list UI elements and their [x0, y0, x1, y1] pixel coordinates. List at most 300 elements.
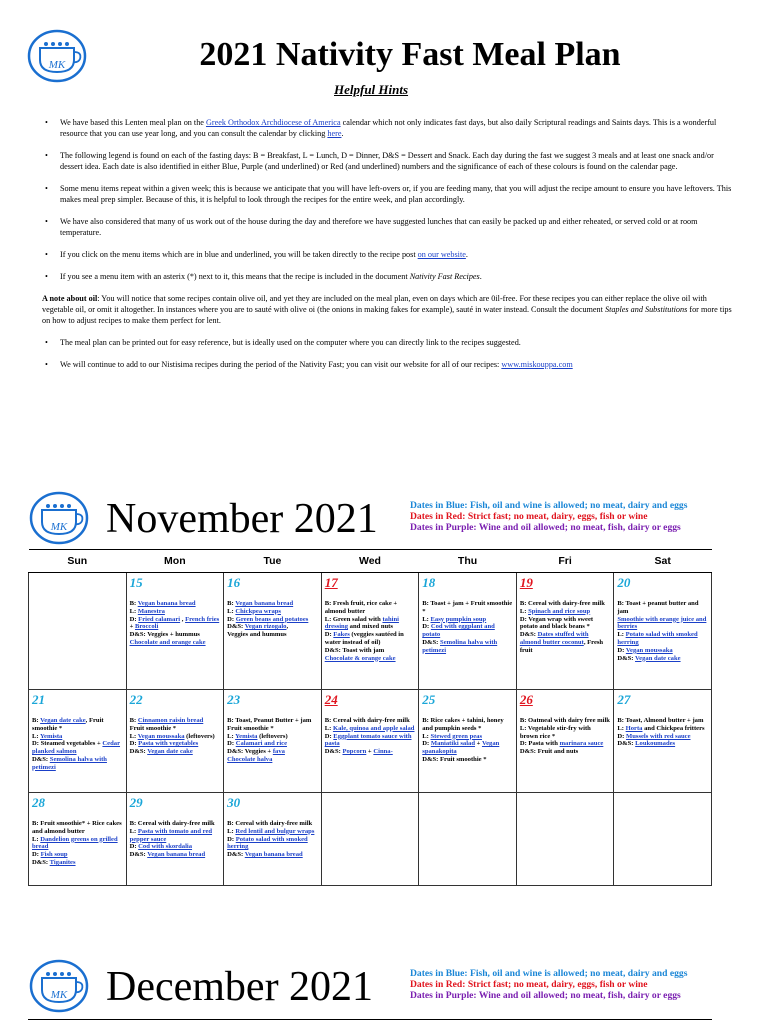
weekday-header-fri: Fri [516, 550, 614, 573]
recipe-link[interactable]: Cod with eggplant and potato [422, 623, 495, 639]
menu-line [32, 733, 123, 741]
legend-purple: Dates in Purple: Wine and oil allowed; no meat, fish, dairy or eggs [410, 990, 681, 1001]
hint-item [42, 293, 732, 326]
recipe-link[interactable]: Yemista [40, 732, 63, 740]
weekday-header-thu: Thu [419, 550, 517, 573]
menu-text: , [286, 623, 289, 631]
menu-line [520, 717, 611, 725]
menu-line [130, 600, 221, 608]
menu-text: B: Toast, Peanut Butter + jam [227, 717, 312, 724]
menu-line [130, 828, 221, 844]
menu-line [617, 647, 708, 655]
calendar-day-16 [224, 573, 322, 690]
menu-text: D&S: [227, 851, 245, 859]
menu-line [422, 623, 513, 639]
hint-link[interactable]: here [327, 129, 342, 138]
menu-text: D: [227, 615, 236, 623]
menu-line [520, 616, 611, 632]
hint-link[interactable]: Greek Orthodox Archdiocese of America [205, 118, 341, 127]
menu-text: B: Toast + jam + Fruit smoothie * [422, 600, 513, 615]
menu-text: B: [227, 600, 236, 607]
menu-text: D&S: [129, 851, 148, 859]
recipe-link[interactable]: Calamari and rice [235, 740, 288, 748]
recipe-link[interactable]: Vegan date cake [40, 717, 86, 724]
hint-text: : You will notice that some recipes contain olive oil, and yet they are included on the meal plan, even on days which are 0il-free. For these recipes you can either replace the olive oil with vegetable oil, or omit it altogether. In instances where you are to sauté with olive oi (the onions in making fakes for example), sauté in water instead. Consult the document [42, 294, 707, 314]
menu-text: L: [129, 607, 138, 615]
day-number: 15 [129, 575, 143, 590]
calendar-day-30 [224, 793, 322, 886]
menu-line [520, 725, 611, 741]
menu-text: L: [617, 724, 626, 732]
day-number: 23 [227, 692, 241, 707]
menu-line [32, 851, 123, 859]
calendar-day-empty [419, 793, 517, 886]
menu-text: + [366, 748, 374, 756]
recipe-link[interactable]: Cinnamon raisin bread [137, 717, 204, 724]
december-month-title: December 2021 [106, 964, 374, 1010]
menu-text: B: Toast + peanut butter and jam [617, 600, 699, 615]
brand-logo [26, 28, 88, 84]
recipe-link[interactable]: Fried calamari [138, 615, 181, 623]
recipe-link[interactable]: Mussels with red sauce [625, 732, 691, 740]
menu-text: D&S: [32, 755, 50, 763]
menu-line [325, 631, 416, 647]
calendar-day-28 [29, 793, 127, 886]
menu-line [130, 851, 221, 859]
menu-line [227, 608, 318, 616]
legend-purple: Dates in Purple: Wine and oil allowed; no meat, fish, dairy or eggs [410, 522, 681, 533]
menu-text: D&S: [32, 858, 50, 866]
menu-line [422, 600, 513, 616]
oil-note-lead: A note about oil [42, 294, 98, 303]
recipe-link[interactable]: Cod with skordalia [138, 843, 193, 851]
recipe-link[interactable]: Vegan spanakopita [422, 740, 500, 756]
legend-red: Dates in Red: Strict fast; no meat, dairy, eggs, fish or wine [410, 979, 648, 990]
recipe-link[interactable]: tahini dressing [324, 615, 399, 631]
menu-text: D: Pasta with [519, 740, 560, 748]
recipe-link[interactable]: Vegan moussaka [137, 732, 185, 740]
menu-text: D: [227, 835, 236, 843]
recipe-link[interactable]: Horta [625, 724, 643, 732]
menu-line [325, 616, 416, 632]
recipe-link[interactable]: fava [272, 748, 285, 756]
calendar-day-15 [126, 573, 224, 690]
recipe-link[interactable]: Green beans and potatoes [235, 615, 309, 623]
recipe-link[interactable]: Tiganites [49, 858, 76, 866]
calendar-day-18 [419, 573, 517, 690]
hint-item [42, 249, 732, 260]
menu-text: L: [227, 607, 236, 615]
recipe-link[interactable]: Smoothie with orange juice and berries [617, 615, 707, 631]
calendar-day-23 [224, 690, 322, 793]
menu-text: , [180, 615, 186, 623]
document-title: Staples and Substitutions [604, 305, 688, 314]
menu-line [617, 655, 708, 663]
menu-line [227, 717, 318, 725]
menu-text: L: [32, 732, 40, 740]
menu-line [617, 725, 708, 733]
hint-item [42, 337, 732, 348]
recipe-link[interactable]: Chocolate & orange cake [324, 654, 396, 662]
day-number: 28 [32, 795, 45, 810]
day-number: 24 [324, 692, 338, 707]
calendar-day-17 [321, 573, 419, 690]
hint-link[interactable]: on our website [417, 250, 466, 259]
svg-text:MK: MK [50, 521, 68, 533]
legend-blue: Dates in Blue: Fish, oil and wine is allowed; no meat, dairy and eggs [410, 968, 688, 979]
menu-line [130, 733, 221, 741]
svg-text:MK: MK [48, 59, 66, 71]
menu-text: B: [129, 600, 138, 607]
menu-line [325, 655, 416, 663]
legend-red: Dates in Red: Strict fast; no meat, dairy, eggs, fish or wine [410, 511, 648, 522]
hint-item [42, 271, 732, 282]
recipe-link[interactable]: Popcorn [342, 748, 367, 756]
menu-text: D: [32, 851, 41, 859]
menu-text: L: [227, 827, 236, 835]
menu-line [617, 631, 708, 647]
hint-text: We have also considered that many of us work out of the house during the day and therefore we have suggested lunches that can easily be packed up and either reheated, or served cold or at room temperature. [60, 217, 698, 237]
menu-text: L: [324, 724, 333, 732]
menu-text: Fruit smoothie * [227, 724, 274, 732]
menu-line [325, 717, 416, 725]
recipe-link[interactable]: Cinna- [373, 748, 393, 756]
bullet-icon: • [45, 338, 48, 347]
page-subtitle: Helpful Hints [334, 82, 409, 97]
hint-text: calendar which not only indicates fast days, but also daily Scriptural readings and Saints days. This is a wonderful resource that you can use year long, and you can consult the calendar by clicking [60, 118, 717, 138]
hint-item [42, 117, 732, 139]
menu-text: L: [32, 835, 41, 843]
menu-text: D: [617, 646, 626, 654]
menu-line [32, 740, 123, 756]
menu-text: B: [32, 717, 41, 724]
menu-line [325, 733, 416, 749]
hint-item [42, 216, 732, 238]
menu-text: B: Fresh fruit, rice cake + almond butter [324, 600, 398, 615]
menu-text: D&S: [227, 623, 245, 631]
menu-line [520, 631, 611, 654]
calendar-day-empty [321, 793, 419, 886]
menu-text: B: Cereal with dairy-free milk [519, 600, 605, 607]
menu-line [32, 756, 123, 772]
menu-text: B: Cereal with dairy-free milk [129, 820, 215, 827]
menu-text: B: Oatmeal with dairy free milk [519, 717, 610, 724]
menu-line [130, 717, 221, 725]
menu-text: D&S: [422, 638, 441, 646]
menu-text: Veggies and hummus [227, 631, 287, 639]
menu-line [227, 748, 318, 756]
weekday-header-sun: Sun [29, 550, 127, 573]
menu-line [227, 631, 318, 639]
menu-text: D&S: Fruit and nuts [519, 748, 579, 756]
menu-line [227, 600, 318, 608]
day-number: 16 [227, 575, 241, 590]
recipe-link[interactable]: Manestra [137, 607, 165, 615]
recipe-link[interactable]: Kale, quinoa and apple salad [332, 724, 415, 732]
menu-line [617, 733, 708, 741]
recipe-link[interactable]: Maniatiki salad [430, 740, 476, 748]
recipe-link[interactable]: Vegan date cake [147, 748, 193, 756]
recipe-link[interactable]: Loukoumades [635, 740, 676, 748]
recipe-link[interactable]: Dandelion greens on grilled bread [32, 835, 118, 851]
menu-line [422, 756, 513, 764]
menu-text: D&S: Veggies + hummus [129, 631, 200, 639]
menu-text: B: Cereal with dairy-free milk [227, 820, 313, 827]
recipe-link[interactable]: Potato salad with smoked herring [227, 835, 308, 851]
calendar-day-19 [516, 573, 614, 690]
menu-text: D&S: [617, 740, 636, 748]
menu-line [32, 717, 123, 733]
menu-line [32, 820, 123, 836]
recipe-link[interactable]: Vegan banana bread [147, 851, 206, 859]
recipe-link[interactable]: Pasta with vegetables [138, 740, 199, 748]
menu-line [520, 748, 611, 756]
document-title: Nativity Fast Recipes [409, 272, 480, 281]
day-number: 21 [32, 692, 45, 707]
recipe-link[interactable]: Fakes [333, 631, 350, 639]
weekday-header-sat: Sat [614, 550, 712, 573]
calendar-week-row [29, 793, 712, 886]
menu-text: B: Rice cakes + tahini, honey and pumpkin seeds * [422, 717, 504, 732]
weekday-header-tue: Tue [224, 550, 322, 573]
day-number: 20 [617, 575, 631, 590]
menu-text: B: [129, 717, 138, 724]
recipe-link[interactable]: Vegan banana bread [235, 600, 294, 607]
recipe-link[interactable]: Vegan rizogalo [244, 623, 287, 631]
svg-text:MK: MK [50, 989, 68, 1001]
menu-text: L: Vegetable stir-fry with brown rice * [519, 724, 591, 740]
calendar-day-21 [29, 690, 127, 793]
recipe-link[interactable]: Vegan moussaka [625, 646, 673, 654]
menu-line [617, 717, 708, 725]
calendar-day-27 [614, 690, 712, 793]
bullet-icon: • [45, 151, 48, 160]
menu-line [422, 717, 513, 733]
day-number: 27 [617, 692, 631, 707]
hint-text: We have based this Lenten meal plan on the [60, 118, 206, 127]
menu-line [130, 748, 221, 756]
menu-text: + [475, 740, 482, 748]
menu-text: D: [422, 623, 431, 631]
menu-line [227, 623, 318, 631]
menu-line [617, 740, 708, 748]
day-number: 26 [519, 692, 533, 707]
menu-text: B: Toast, Almond butter + jam [617, 717, 704, 724]
day-number: 17 [324, 575, 338, 590]
calendar-week-row [29, 690, 712, 793]
hint-item [42, 183, 732, 205]
menu-line [617, 600, 708, 616]
menu-text: L: [129, 827, 138, 835]
menu-line [422, 740, 513, 756]
menu-line [130, 843, 221, 851]
calendar-day-22 [126, 690, 224, 793]
menu-text: D&S: [324, 748, 343, 756]
menu-line [130, 639, 221, 647]
menu-text: L: [422, 732, 431, 740]
page-title: 2021 Nativity Fast Meal Plan [199, 36, 621, 73]
day-number: 30 [227, 795, 241, 810]
recipe-link[interactable]: Cedar planked salmon [32, 740, 121, 756]
menu-text: , Fruit smoothie * [32, 717, 104, 732]
december-logo [28, 958, 90, 1014]
hint-text: We will continue to add to our Nistisima recipes during the period of the Nativity Fast; you can visit our website for all of our recipes: [60, 360, 502, 369]
november-month-title: November 2021 [106, 496, 378, 542]
menu-line [130, 740, 221, 748]
menu-line [325, 748, 416, 756]
menu-line [227, 616, 318, 624]
menu-line [227, 820, 318, 828]
menu-text: L: [422, 615, 431, 623]
recipe-link[interactable]: marinara sauce [559, 740, 604, 748]
recipe-link[interactable]: Dates stuffed with almond butter coconut [519, 631, 589, 646]
day-number: 18 [422, 575, 436, 590]
recipe-link[interactable]: Pasta with tomato and red pepper sauce [129, 827, 213, 843]
recipe-link[interactable]: Potato salad with smoked herring [617, 631, 698, 646]
menu-text: L: [617, 631, 626, 639]
menu-text: + [129, 623, 135, 631]
day-number: 19 [519, 575, 533, 590]
recipe-link[interactable]: Spinach and rice soup [528, 607, 591, 615]
hint-text: If you click on the menu items which are in blue and underlined, you will be taken directly to the recipe post [60, 250, 418, 259]
menu-line [227, 836, 318, 852]
menu-text: , Fresh fruit [519, 638, 604, 654]
cup-logo-icon [28, 958, 90, 1014]
recipe-link[interactable]: Eggplant tomato sauce with pasta [324, 732, 412, 748]
menu-text: D&S: [129, 748, 148, 756]
hint-link[interactable]: www.miskouppa.com [501, 360, 573, 369]
menu-line [325, 647, 416, 655]
menu-text: (leftovers) [184, 732, 215, 740]
day-number: 22 [129, 692, 143, 707]
legend-blue: Dates in Blue: Fish, oil and wine is allowed; no meat, dairy and eggs [410, 500, 688, 511]
recipe-link[interactable]: Fish soup [40, 851, 68, 859]
hint-item [42, 150, 732, 172]
menu-text: and Chickpea fritters [642, 724, 705, 732]
recipe-link[interactable]: Chocolate and orange cake [129, 638, 206, 646]
menu-text: D&S: Toast with jam [324, 646, 385, 654]
menu-line [227, 828, 318, 836]
menu-text: D&S: [617, 654, 636, 662]
calendar-day-empty [516, 793, 614, 886]
menu-line [422, 616, 513, 624]
helpful-hints-list [42, 117, 732, 381]
menu-text: D: [129, 615, 139, 623]
hint-text: . [465, 250, 468, 259]
menu-text: D: Vegan wrap with sweet potato and black beans * [519, 615, 594, 631]
calendar-day-empty [29, 573, 127, 690]
hint-text: for more tips on how to adjust recipes to make them perfect for lent. [42, 305, 732, 325]
menu-text: D: [129, 843, 139, 851]
menu-text: B: Fruit smoothie* + Rice cakes and almond butter [32, 820, 122, 835]
bullet-icon: • [45, 250, 48, 259]
menu-line [32, 836, 123, 852]
cup-logo-icon [28, 490, 90, 546]
menu-text: and mixed nuts [348, 623, 393, 631]
menu-text: D: [617, 732, 626, 740]
menu-text: D: [422, 740, 431, 748]
bullet-icon: • [45, 118, 48, 127]
december-legend [410, 968, 687, 1001]
weekday-header-wed: Wed [321, 550, 419, 573]
calendar-week-row [29, 573, 712, 690]
recipe-link[interactable]: Broccoli [134, 623, 159, 631]
recipe-link[interactable]: Chocolate halva [227, 755, 273, 763]
menu-line [32, 859, 123, 867]
hint-text: The following legend is found on each of the fasting days: B = Breakfast, L = Lunch, D = Dinner, D&S = Dessert and Snack. Each day during the fast we suggest 3 meals and at least one snack and/or dessert idea. Each date is also identified in either Blue, Purple (and underlined) or Red (and underlined) numbers and the significance of each of these colours is found on the calendar page. [60, 151, 714, 171]
november-legend [410, 500, 687, 533]
menu-line [520, 600, 611, 608]
day-number: 25 [422, 692, 436, 707]
menu-line [227, 733, 318, 741]
calendar-day-empty [614, 793, 712, 886]
menu-line [130, 608, 221, 616]
menu-line [130, 725, 221, 733]
hint-text: . [479, 272, 482, 281]
day-number: 29 [129, 795, 143, 810]
hint-item [42, 359, 732, 370]
december-calendar-header [28, 1019, 712, 1020]
cup-logo-icon [26, 28, 88, 84]
menu-line [130, 631, 221, 639]
recipe-link[interactable]: Vegan banana bread [137, 600, 196, 607]
menu-line [130, 616, 221, 632]
menu-text: D: [324, 732, 334, 740]
bullet-icon: • [45, 360, 48, 369]
recipe-link[interactable]: Chickpea wraps [235, 607, 281, 615]
calendar-day-26 [516, 690, 614, 793]
menu-text: B: Cereal with dairy-free milk [324, 717, 410, 724]
menu-text: D&S: [519, 631, 538, 639]
menu-line [227, 851, 318, 859]
menu-text: Fruit smoothie * [129, 724, 177, 732]
menu-text: L: [129, 732, 138, 740]
hint-text: The meal plan can be printed out for easy reference, but is ideally used on the computer where you can directly link to the recipes suggested. [60, 338, 521, 347]
recipe-link[interactable]: Easy pumpkin soup [430, 615, 487, 623]
november-logo [28, 490, 90, 546]
november-calendar [28, 549, 712, 886]
menu-text: L: [227, 732, 236, 740]
recipe-link[interactable]: Semolina halva with petimezi [422, 638, 498, 654]
menu-text: L: [519, 607, 529, 615]
recipe-link[interactable]: Yemista [235, 732, 258, 740]
menu-text: D&S: Veggies + [227, 748, 273, 756]
recipe-link[interactable]: Semolina halva with petimezi [32, 755, 107, 771]
recipe-link[interactable]: Red lentil and bulgur wraps [235, 827, 315, 835]
menu-text: D: [227, 740, 236, 748]
hint-text: If you see a menu item with an asterix (*) next to it, this means that the recipe is included in the document [60, 272, 410, 281]
bullet-icon: • [45, 272, 48, 281]
menu-line [422, 639, 513, 655]
recipe-link[interactable]: Vegan banana bread [244, 851, 303, 859]
recipe-link[interactable]: Stewed green peas [430, 732, 483, 740]
menu-text: D&S: Fruit smoothie * [422, 755, 487, 763]
hint-text: Some menu items repeat within a given week; this is because we anticipate that you will have left-overs or, if you are feeding many, that you will adjust the recipe amount to ensure you have leftovers. This makes meal prep simpler. Because of this, it is helpful to look through the recipes for the entire week, and plan accordingly. [60, 184, 732, 204]
recipe-link[interactable]: Vegan date cake [635, 654, 681, 662]
bullet-icon: • [45, 184, 48, 193]
menu-text: (leftovers) [257, 732, 288, 740]
menu-text: D: [324, 631, 334, 639]
calendar-day-24 [321, 690, 419, 793]
menu-line [227, 756, 318, 764]
menu-line [520, 740, 611, 748]
recipe-link[interactable]: French fries [185, 615, 220, 623]
weekday-header-mon: Mon [126, 550, 224, 573]
menu-line [227, 725, 318, 733]
calendar-day-29 [126, 793, 224, 886]
menu-text: D: [129, 740, 139, 748]
menu-line [325, 725, 416, 733]
